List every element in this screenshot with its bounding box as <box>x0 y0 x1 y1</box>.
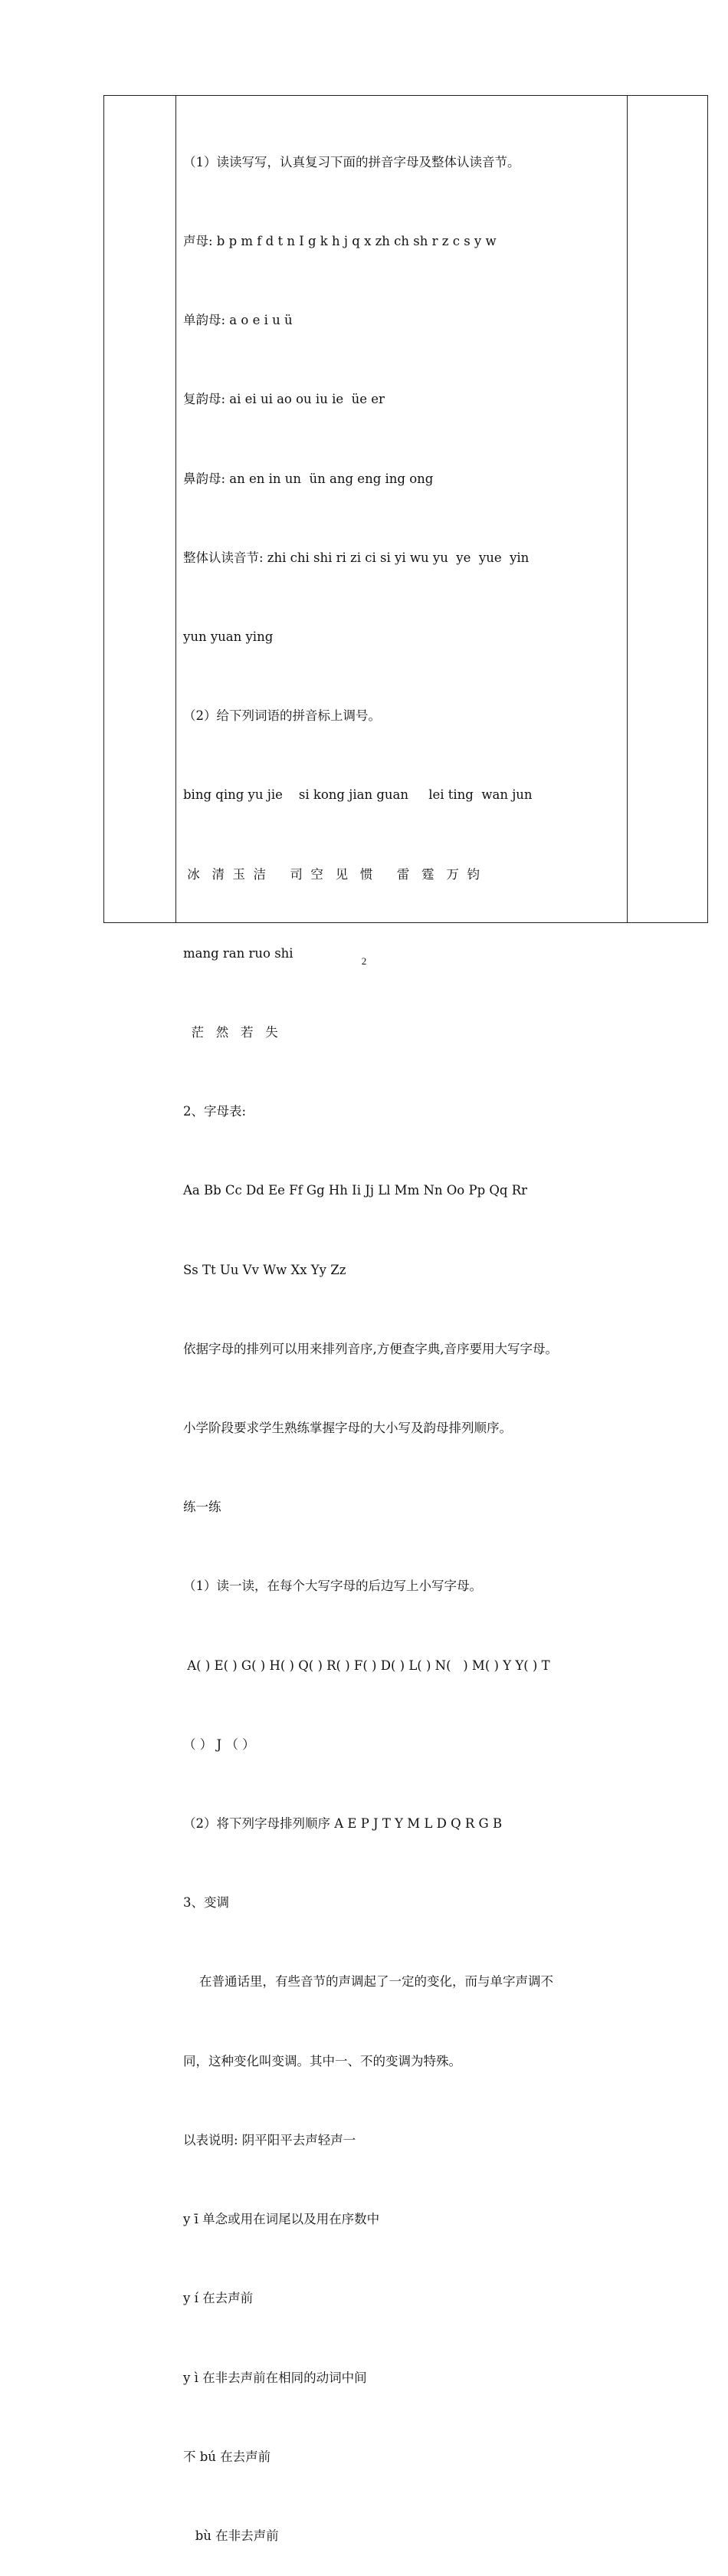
text-line: y ī 单念或用在词尾以及用在序数中 <box>183 2212 380 2227</box>
text-line: A( ) E( ) G( ) H( ) Q( ) R( ) F( ) D( ) L( ) N( ) M( ) Y Y( ) T <box>183 1658 550 1673</box>
text-line: 依据字母的排列可以用来排列音序,方便查字典,音序要用大写字母。 <box>183 1341 558 1356</box>
text-line: 茫 然 若 失 <box>183 1025 278 1040</box>
text-line: 练一练 <box>183 1500 221 1515</box>
text-line: 小学阶段要求学生熟练掌握字母的大小写及韵母排列顺序。 <box>183 1421 512 1436</box>
text-line: 不 bú 在去声前 <box>183 2449 271 2464</box>
lesson-content <box>183 97 624 2576</box>
text-line: 3、变调 <box>183 1895 229 1911</box>
text-line: Aa Bb Cc Dd Ee Ff Gg Hh Ii Jj Ll Mm Nn Oo Pp Qq Rr <box>183 1183 528 1198</box>
text-line: 在普通话里，有些音节的声调起了一定的变化，而与单字声调不 <box>183 1974 553 1990</box>
text-line: 单韵母: a o e i u ü <box>183 313 293 328</box>
text-line: y ì 在非去声前在相同的动词中间 <box>183 2370 367 2385</box>
text-line: （ ） J （ ） <box>183 1737 255 1752</box>
text-line: y í 在去声前 <box>183 2291 254 2306</box>
text-line: bù 在非去声前 <box>183 2528 279 2543</box>
text-line: 声母: b p m f d t n I g k h j q x zh ch sh r z c s y w <box>183 234 497 249</box>
text-line: 同，这种变化叫变调。其中一、不的变调为特殊。 <box>183 2053 461 2068</box>
text-line: Ss Tt Uu Vv Ww Xx Yy Zz <box>183 1262 346 1277</box>
text-line: （1）读读写写，认真复习下面的拼音字母及整体认读音节。 <box>183 154 520 169</box>
text-line: （1）读一读，在每个大写字母的后边写上小写字母。 <box>183 1579 482 1594</box>
text-line: 整体认读音节: zhi chi shi ri zi ci si yi wu yu ye yue yin <box>183 550 530 565</box>
page-number: 2 <box>361 955 367 967</box>
text-line: 冰 清 玉 洁 司 空 见 惯 雷 霆 万 钧 <box>183 866 480 882</box>
column-divider-left <box>175 96 176 922</box>
text-line: （2）给下列词语的拼音标上调号。 <box>183 708 381 724</box>
text-line: yun yuan ying <box>183 629 274 645</box>
text-line: 鼻韵母: an en in un ün ang eng ing ong <box>183 471 434 486</box>
text-line: 复韵母: ai ei ui ao ou iu ie üe er <box>183 392 385 407</box>
column-divider-right <box>627 96 628 922</box>
text-line: mang ran ruo shi <box>183 945 293 961</box>
text-line: bing qing yu jie si kong jian guan lei ting wan jun <box>183 787 533 803</box>
text-line: 2、字母表: <box>183 1104 247 1119</box>
text-line: （2）将下列字母排列顺序 A E P J T Y M L D Q R G B <box>183 1816 503 1832</box>
text-line: 以表说明: 阴平阳平去声轻声一 <box>183 2132 356 2147</box>
